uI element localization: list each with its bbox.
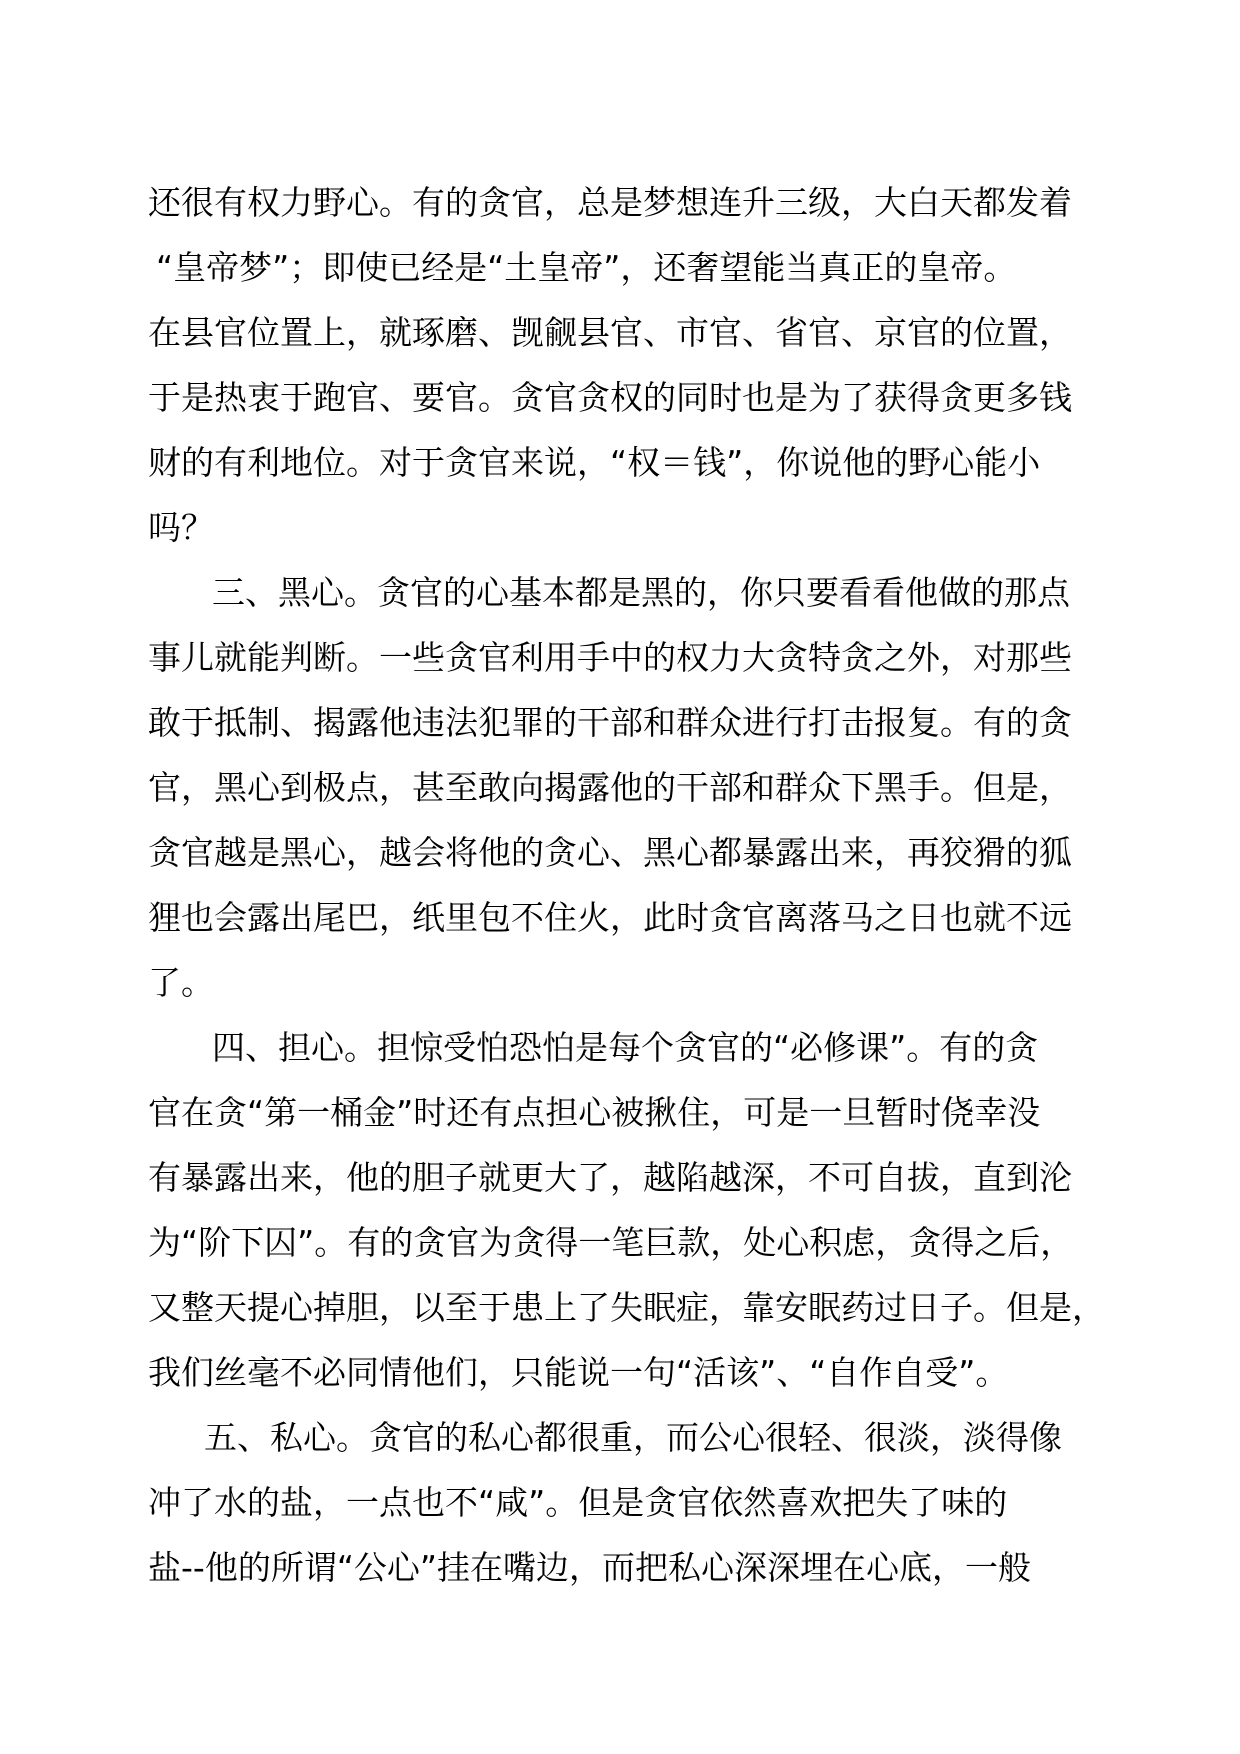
text-line: 财的有利地位。对于贪官来说，“权＝钱”，你说他的野心能小 [148, 443, 1041, 482]
text-line: 吗？ [148, 508, 214, 547]
text-line: 贪官越是黑心，越会将他的贪心、黑心都暴露出来，再狡猾的狐 [148, 833, 1072, 872]
text-line: 有暴露出来，他的胆子就更大了，越陷越深，不可自拔，直到沦 [148, 1158, 1072, 1197]
text-line: 为“阶下囚”。有的贪官为贪得一笔巨款，处心积虑，贪得之后， [148, 1223, 1074, 1262]
text-line: 在县官位置上，就琢磨、觊觎县官、市官、省官、京官的位置， [148, 313, 1072, 352]
paragraph-start-line: 三、黑心。贪官的心基本都是黑的，你只要看看他做的那点 [212, 573, 1070, 612]
text-line: 事儿就能判断。一些贪官利用手中的权力大贪特贪之外，对那些 [148, 638, 1072, 677]
paragraph-start-line: 四、担心。担惊受怕恐怕是每个贪官的“必修课”。有的贪 [212, 1028, 1039, 1067]
paragraph-start-line: 五、私心。贪官的私心都很重，而公心很轻、很淡，淡得像 [204, 1418, 1062, 1457]
text-line: 官在贪“第一桶金”时还有点担心被揪住，可是一旦暂时侥幸没 [148, 1093, 1041, 1132]
text-line: 盐--他的所谓“公心”挂在嘴边，而把私心深深埋在心底，一般 [148, 1548, 1032, 1587]
text-line: 敢于抵制、揭露他违法犯罪的干部和群众进行打击报复。有的贪 [148, 703, 1072, 742]
text-line: 还很有权力野心。有的贪官，总是梦想连升三级，大白天都发着 [148, 183, 1072, 222]
text-line: 冲了水的盐，一点也不“咸”。但是贪官依然喜欢把失了味的 [148, 1483, 1008, 1522]
text-line: 又整天提心掉胆，以至于患上了失眠症，靠安眠药过日子。但是， [148, 1288, 1105, 1327]
text-line: 狸也会露出尾巴，纸里包不住火，此时贪官离落马之日也就不远 [148, 898, 1072, 937]
text-line: “皇帝梦”；即使已经是“土皇帝”，还奢望能当真正的皇帝。 [156, 248, 1017, 287]
text-line: 官，黑心到极点，甚至敢向揭露他的干部和群众下黑手。但是， [148, 768, 1072, 807]
text-line: 了。 [148, 963, 214, 1002]
text-line: 于是热衷于跑官、要官。贪官贪权的同时也是为了获得贪更多钱 [148, 378, 1072, 417]
text-line: 我们丝毫不必同情他们，只能说一句“活该”、“自作自受”。 [148, 1353, 1009, 1392]
body-text [148, 170, 1123, 1600]
